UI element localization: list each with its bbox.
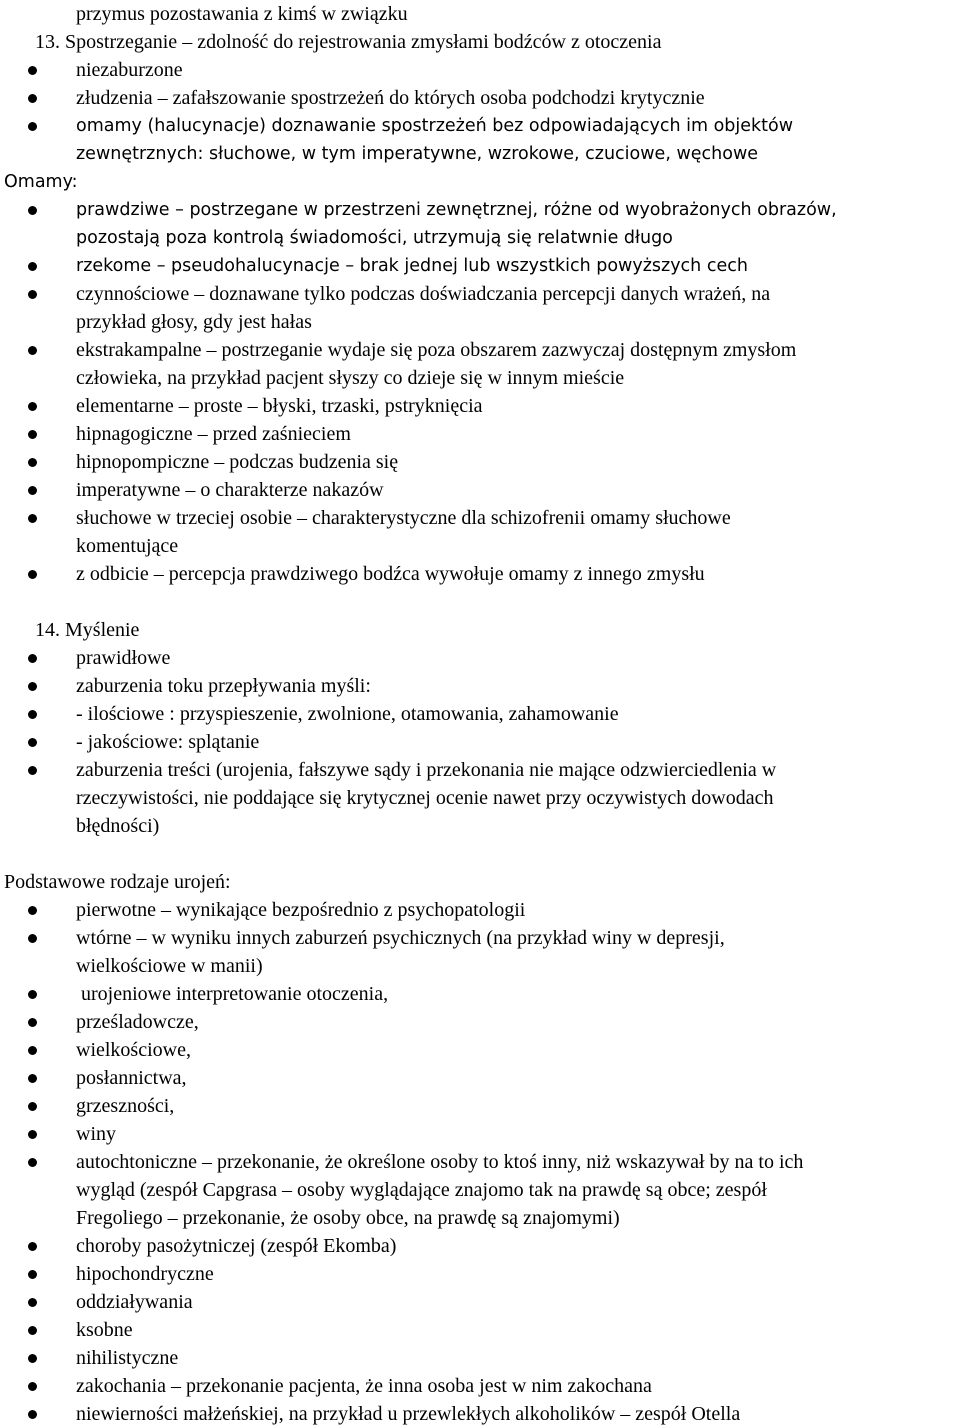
list-item [4, 84, 960, 112]
list-item [4, 1344, 960, 1372]
list-item-text: urojeniowe interpretowanie otoczenia, [76, 983, 389, 1005]
list-item-text: omamy (halucynacje) doznawanie spostrzeżeń bez odpowiadających im objektów [76, 116, 794, 136]
list-item [4, 1148, 960, 1176]
subheading-omamy: Omamy: [4, 172, 78, 192]
list-item [4, 1288, 960, 1316]
list-item [4, 560, 960, 588]
list-item [4, 504, 960, 532]
list-item [4, 392, 960, 420]
bullet-icon [28, 682, 37, 691]
section-heading-14: 14. Myślenie [35, 619, 140, 641]
list-item-text: słuchowe w trzeciej osobie – charakterystyczne dla schizofrenii omamy słuchowe [76, 507, 731, 529]
list-item-text: hipnopompiczne – podczas budzenia się [76, 451, 399, 473]
bullet-icon [28, 738, 37, 747]
bullet-icon [28, 766, 37, 775]
bullet-icon [28, 430, 37, 439]
list-item-text: imperatywne – o charakterze nakazów [76, 479, 384, 501]
list-item [4, 112, 960, 140]
bullet-icon [28, 1074, 37, 1083]
bullet-icon [28, 654, 37, 663]
list-item [4, 1400, 960, 1428]
bullet-icon [28, 290, 37, 299]
list-item [4, 1120, 960, 1148]
list-item-text: rzekome – pseudohalucynacje – brak jednej lub wszystkich powyższych cech [76, 256, 748, 276]
list-item-continuation: pozostają poza kontrolą świadomości, utrzymują się relatwnie długo [76, 228, 673, 248]
list-item-text: niewierności małżeńskiej, na przykład u przewlekłych alkoholików – zespół Otella [76, 1403, 741, 1425]
bullet-icon [28, 1298, 37, 1307]
bullet-icon [28, 514, 37, 523]
bullet-icon [28, 486, 37, 495]
list-item [4, 1372, 960, 1400]
list-item [4, 196, 960, 224]
bullet-icon [28, 1102, 37, 1111]
list-item-continuation: wielkościowe w manii) [76, 955, 263, 977]
list-item [4, 1316, 960, 1344]
list-item-continuation: Fregoliego – przekonanie, że osoby obce, na prawdę są znajomymi) [76, 1207, 620, 1229]
list-item-continuation: komentujące [76, 535, 179, 557]
list-item-text: autochtoniczne – przekonanie, że określone osoby to ktoś inny, niż wskazywał by na to ich [76, 1151, 804, 1173]
list-item-text: posłannictwa, [76, 1067, 187, 1089]
list-item-text: winy [76, 1123, 116, 1145]
bullet-icon [28, 206, 37, 215]
list-item-text: hipnagogiczne – przed zaśnieciem [76, 423, 351, 445]
list-item [4, 252, 960, 280]
list-item [4, 672, 960, 700]
list-item [4, 980, 960, 1008]
spacer [4, 588, 960, 616]
list-item [4, 1260, 960, 1288]
list-item-text: ksobne [76, 1319, 133, 1341]
section-heading-13: 13. Spostrzeganie – zdolność do rejestrowania zmysłami bodźców z otoczenia [35, 31, 662, 53]
list-item-text: czynnościowe – doznawane tylko podczas doświadczania percepcji danych wrażeń, na [76, 283, 771, 305]
list-item [4, 1008, 960, 1036]
list-item-text: prawdziwe – postrzegane w przestrzeni zewnętrznej, różne od wyobrażonych obrazów, [76, 200, 837, 220]
bullet-icon [28, 934, 37, 943]
list-item-continuation: błędności) [76, 815, 160, 837]
bullet-icon [28, 66, 37, 75]
list-item [4, 1036, 960, 1064]
list-item-text: wtórne – w wyniku innych zaburzeń psychicznych (na przykład winy w depresji, [76, 927, 725, 949]
bullet-icon [28, 1410, 37, 1419]
list-item-text: prawidłowe [76, 647, 171, 669]
bullet-icon [28, 1018, 37, 1027]
list-item-text: pierwotne – wynikające bezpośrednio z psychopatologii [76, 899, 526, 921]
list-item [4, 448, 960, 476]
list-item [4, 756, 960, 784]
list-item-text: elementarne – proste – błyski, trzaski, pstryknięcia [76, 395, 483, 417]
list-item-text: złudzenia – zafałszowanie spostrzeżeń do których osoba podchodzi krytycznie [76, 87, 705, 109]
bullet-icon [28, 1158, 37, 1167]
list-item [4, 644, 960, 672]
list-item-continuation: przykład głosy, gdy jest hałas [76, 311, 312, 333]
list-item-text: zakochania – przekonanie pacjenta, że inna osoba jest w nim zakochana [76, 1375, 652, 1397]
list-item [4, 1064, 960, 1092]
list-item-text: oddziaływania [76, 1291, 193, 1313]
bullet-icon [28, 94, 37, 103]
list-item-text: niezaburzone [76, 59, 183, 81]
list-item [4, 728, 960, 756]
spacer [4, 840, 960, 868]
list-item [4, 1092, 960, 1120]
bullet-icon [28, 990, 37, 999]
bullet-icon [28, 1354, 37, 1363]
list-item-continuation: wygląd (zespół Capgrasa – osoby wyglądające znajomo tak na prawdę są obce; zespół [76, 1179, 767, 1201]
list-item-text: prześladowcze, [76, 1011, 199, 1033]
list-item-text: nihilistyczne [76, 1347, 179, 1369]
list-item [4, 896, 960, 924]
list-item [4, 924, 960, 952]
list-item-text: hipochondryczne [76, 1263, 214, 1285]
list-item [4, 476, 960, 504]
text-line: przymus pozostawania z kimś w związku [76, 3, 408, 25]
subheading-urojenia: Podstawowe rodzaje urojeń: [4, 871, 231, 893]
bullet-icon [28, 122, 37, 131]
list-item-continuation: zewnętrznych: słuchowe, w tym imperatywne, wzrokowe, czuciowe, węchowe [76, 144, 759, 164]
list-item [4, 420, 960, 448]
bullet-icon [28, 906, 37, 915]
bullet-icon [28, 1382, 37, 1391]
list-item-text: - ilościowe : przyspieszenie, zwolnione, otamowania, zahamowanie [76, 703, 619, 725]
bullet-icon [28, 1242, 37, 1251]
list-item-text: choroby pasożytniczej (zespół Ekomba) [76, 1235, 397, 1257]
list-item-text: z odbicie – percepcja prawdziwego bodźca wywołuje omamy z innego zmysłu [76, 563, 705, 585]
list-item [4, 700, 960, 728]
list-item-continuation: rzeczywistości, nie poddające się krytycznej ocenie nawet przy oczywistych dowodach [76, 787, 774, 809]
list-item [4, 280, 960, 308]
bullet-icon [28, 1046, 37, 1055]
bullet-icon [28, 1270, 37, 1279]
bullet-icon [28, 346, 37, 355]
bullet-icon [28, 570, 37, 579]
list-item-text: grzeszności, [76, 1095, 175, 1117]
list-item-text: - jakościowe: splątanie [76, 731, 260, 753]
list-item [4, 1232, 960, 1260]
list-item-text: ekstrakampalne – postrzeganie wydaje się poza obszarem zazwyczaj dostępnym zmysłom [76, 339, 797, 361]
list-item [4, 56, 960, 84]
bullet-icon [28, 1326, 37, 1335]
list-item-text: zaburzenia toku przepływania myśli: [76, 675, 371, 697]
bullet-icon [28, 402, 37, 411]
bullet-icon [28, 458, 37, 467]
list-item-text: zaburzenia treści (urojenia, fałszywe sądy i przekonania nie mające odzwierciedlenia w [76, 759, 777, 781]
bullet-icon [28, 1130, 37, 1139]
list-item-text: wielkościowe, [76, 1039, 191, 1061]
bullet-icon [28, 262, 37, 271]
bullet-icon [28, 710, 37, 719]
list-item [4, 336, 960, 364]
list-item-continuation: człowieka, na przykład pacjent słyszy co dzieje się w innym mieście [76, 367, 625, 389]
